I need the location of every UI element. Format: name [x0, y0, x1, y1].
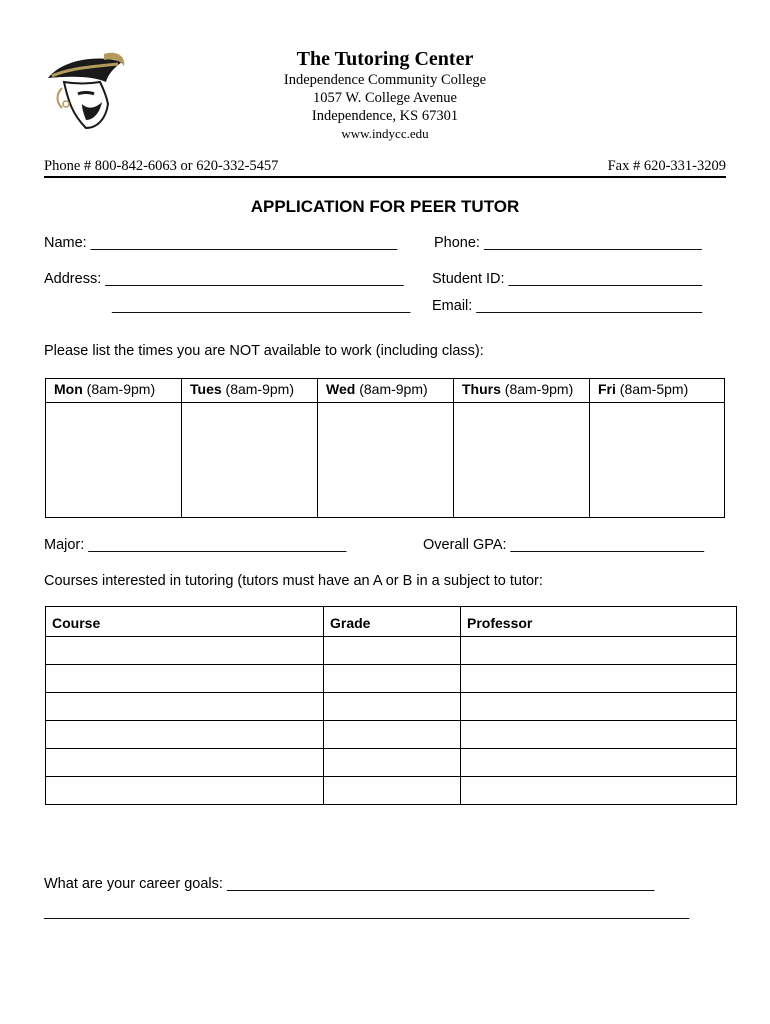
grade-cell[interactable]	[324, 693, 461, 721]
professor-cell[interactable]	[461, 693, 737, 721]
table-row	[46, 721, 737, 749]
header-divider	[44, 176, 726, 178]
professor-cell[interactable]	[461, 721, 737, 749]
availability-cell-fri[interactable]	[590, 403, 725, 518]
day-header-wed: Wed (8am-9pm)	[318, 379, 454, 403]
table-row	[46, 777, 737, 805]
college-name: Independence Community College	[283, 72, 487, 88]
table-row	[46, 749, 737, 777]
grade-cell[interactable]	[324, 637, 461, 665]
grade-cell[interactable]	[324, 777, 461, 805]
name-field[interactable]: Name: ______________________________________	[44, 235, 398, 251]
professor-cell[interactable]	[461, 665, 737, 693]
course-cell[interactable]	[46, 665, 324, 693]
email-field[interactable]: Email: ____________________________	[432, 298, 703, 314]
phone-field[interactable]: Phone: ___________________________	[434, 235, 702, 251]
availability-cell-wed[interactable]	[318, 403, 454, 518]
course-cell[interactable]	[46, 637, 324, 665]
website: www.indycc.edu	[341, 126, 429, 141]
street-address: 1057 W. College Avenue	[313, 90, 457, 106]
gpa-field[interactable]: Overall GPA: ________________________	[423, 537, 705, 553]
day-header-tues: Tues (8am-9pm)	[182, 379, 318, 403]
city-address: Independence, KS 67301	[311, 108, 459, 124]
address-field[interactable]: Address: _____________________________________	[44, 271, 404, 287]
course-cell[interactable]	[46, 721, 324, 749]
professor-cell[interactable]	[461, 637, 737, 665]
table-row	[46, 693, 737, 721]
form-title: APPLICATION FOR PEER TUTOR	[250, 197, 520, 216]
career-goals-field[interactable]: What are your career goals: _____________________________________________________	[44, 876, 655, 892]
courses-prompt: Courses interested in tutoring (tutors must have an A or B in a subject to tutor:	[44, 573, 543, 589]
address-line2-field[interactable]: _____________________________________	[112, 298, 411, 314]
professor-cell[interactable]	[461, 749, 737, 777]
table-row	[46, 665, 737, 693]
grade-cell[interactable]	[324, 749, 461, 777]
availability-prompt: Please list the times you are NOT available to work (including class):	[44, 343, 484, 359]
career-goals-line2[interactable]: ________________________________________________________________________________	[44, 904, 690, 920]
grade-column-header: Grade	[324, 607, 461, 637]
availability-cell-thurs[interactable]	[454, 403, 590, 518]
availability-table	[45, 378, 725, 518]
professor-cell[interactable]	[461, 777, 737, 805]
grade-cell[interactable]	[324, 665, 461, 693]
center-title: The Tutoring Center	[296, 48, 474, 70]
availability-cell-tues[interactable]	[182, 403, 318, 518]
course-column-header: Course	[46, 607, 324, 637]
phone-number: Phone # 800-842-6063 or 620-332-5457	[44, 158, 279, 174]
course-cell[interactable]	[46, 693, 324, 721]
availability-cell-mon[interactable]	[46, 403, 182, 518]
major-field[interactable]: Major: ________________________________	[44, 537, 347, 553]
student-id-field[interactable]: Student ID: ________________________	[432, 271, 703, 287]
course-cell[interactable]	[46, 777, 324, 805]
day-header-mon: Mon (8am-9pm)	[46, 379, 182, 403]
courses-table	[45, 606, 737, 805]
day-header-fri: Fri (8am-5pm)	[590, 379, 725, 403]
fax-number: Fax # 620-331-3209	[607, 158, 726, 174]
course-cell[interactable]	[46, 749, 324, 777]
grade-cell[interactable]	[324, 721, 461, 749]
table-row	[46, 637, 737, 665]
day-header-thurs: Thurs (8am-9pm)	[454, 379, 590, 403]
professor-column-header: Professor	[461, 607, 737, 637]
